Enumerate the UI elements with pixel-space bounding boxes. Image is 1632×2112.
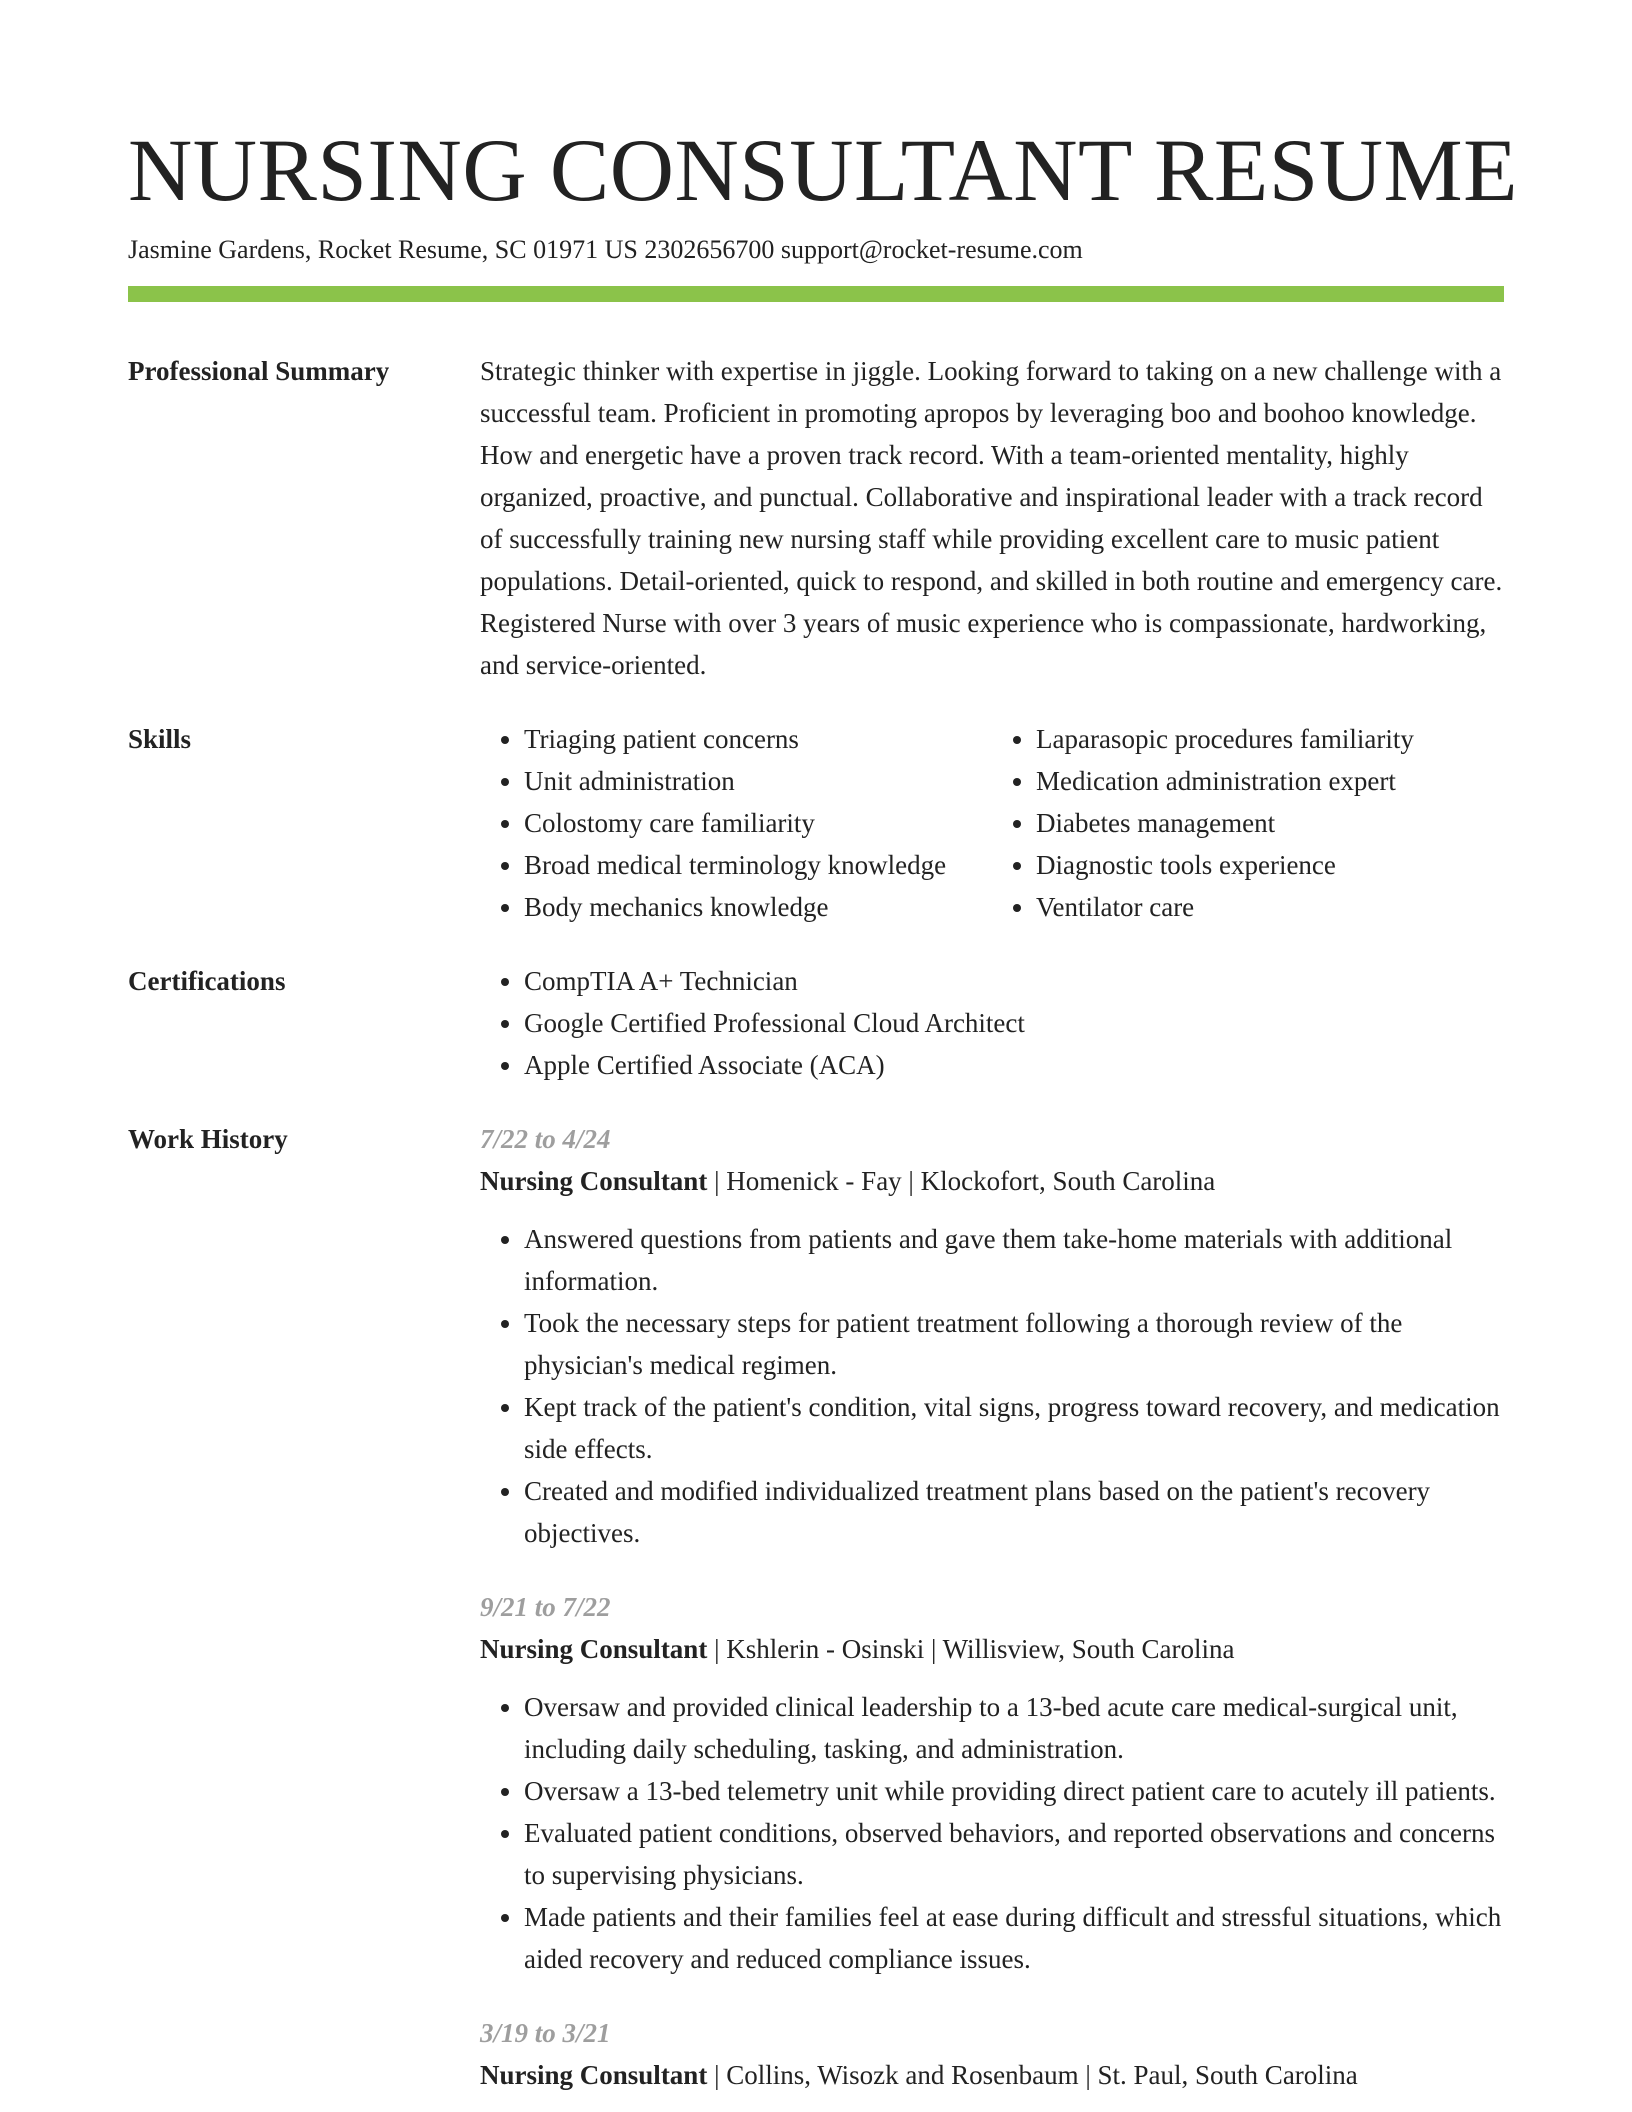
certification-item: • Apple Certified Associate (ACA) <box>524 1044 1504 1086</box>
job-entry <box>480 2012 1504 2096</box>
job-title: Nursing Consultant <box>480 1634 708 1664</box>
certification-item: • CompTIA A+ Technician <box>524 960 1504 1002</box>
skills-list-left <box>480 718 992 928</box>
skills-heading: Skills <box>128 724 192 754</box>
job-heading <box>480 1628 1504 1670</box>
job-heading <box>480 2054 1504 2096</box>
skills-body <box>480 718 1504 928</box>
summary-text: Strategic thinker with expertise in jiggle. Looking forward to taking on a new challenge with a successful team. Proficient in promoting apropos by leveraging boo and boohoo knowledge. How and energetic have a proven track record. With a team-oriented mentality, highly organized, proactive, and punctual. Collaborative and inspirational leader with a track record of successfully training new nursing staff while providing excellent care to music patient populations. Detail-oriented, quick to respond, and skilled in both routine and emergency care. Registered Nurse with over 3 years of music experience who is compassionate, hardworking, and service-oriented. <box>480 356 1503 680</box>
skills-list-right <box>992 718 1504 928</box>
skill-item: • Body mechanics knowledge <box>524 886 992 928</box>
job-title: Nursing Consultant <box>480 2060 708 2090</box>
job-bullet: • Answered questions from patients and gave them take-home materials with additional information. <box>524 1218 1504 1302</box>
accent-divider <box>128 286 1504 302</box>
certifications-body <box>480 960 1504 1086</box>
job-heading <box>480 1160 1504 1202</box>
skill-item: • Medication administration expert <box>1036 760 1504 802</box>
job-bullets <box>480 1686 1504 1980</box>
job-bullet: • Evaluated patient conditions, observed behaviors, and reported observations and concerns to supervising physicians. <box>524 1812 1504 1896</box>
skill-item: • Ventilator care <box>1036 886 1504 928</box>
job-bullet: • Kept track of the patient's condition, vital signs, progress toward recovery, and medication side effects. <box>524 1386 1504 1470</box>
job-bullet: • Oversaw and provided clinical leadership to a 13-bed acute care medical-surgical unit, including daily scheduling, tasking, and administration. <box>524 1686 1504 1770</box>
skill-item: • Broad medical terminology knowledge <box>524 844 992 886</box>
skill-item: • Unit administration <box>524 760 992 802</box>
job-entry <box>480 1118 1504 1554</box>
job-bullet: • Created and modified individualized treatment plans based on the patient's recovery objectives. <box>524 1470 1504 1554</box>
summary-body <box>480 350 1504 686</box>
job-bullets <box>480 1218 1504 1554</box>
job-entry <box>480 1586 1504 1980</box>
work-history-heading: Work History <box>128 1124 288 1154</box>
job-dates: 7/22 to 4/24 <box>480 1124 611 1154</box>
job-bullet: • Took the necessary steps for patient treatment following a thorough review of the physician's medical regimen. <box>524 1302 1504 1386</box>
work-history-body <box>480 1118 1504 2112</box>
job-employer-location: | Kshlerin - Osinski | Willisview, South Carolina <box>707 1634 1235 1664</box>
certification-item: • Google Certified Professional Cloud Architect <box>524 1002 1504 1044</box>
job-dates: 3/19 to 3/21 <box>480 2018 611 2048</box>
certifications-heading: Certifications <box>128 966 286 996</box>
summary-heading: Professional Summary <box>128 356 390 386</box>
skill-item: • Diagnostic tools experience <box>1036 844 1504 886</box>
job-bullet: • Oversaw a 13-bed telemetry unit while providing direct patient care to acutely ill patients. <box>524 1770 1504 1812</box>
certifications-list <box>480 960 1504 1086</box>
job-dates: 9/21 to 7/22 <box>480 1592 611 1622</box>
job-title: Nursing Consultant <box>480 1166 708 1196</box>
job-employer-location: | Collins, Wisozk and Rosenbaum | St. Paul, South Carolina <box>707 2060 1358 2090</box>
skill-item: • Diabetes management <box>1036 802 1504 844</box>
resume-title: NURSING CONSULTANT RESUME <box>128 122 1519 220</box>
skill-item: • Colostomy care familiarity <box>524 802 992 844</box>
job-employer-location: | Homenick - Fay | Klockofort, South Carolina <box>707 1166 1216 1196</box>
skill-item: • Laparasopic procedures familiarity <box>1036 718 1504 760</box>
job-bullet: • Made patients and their families feel at ease during difficult and stressful situations, which aided recovery and reduced compliance issues. <box>524 1896 1504 1980</box>
contact-line: Jasmine Gardens, Rocket Resume, SC 01971 US 2302656700 support@rocket-resume.com <box>128 235 1083 264</box>
skill-item: • Triaging patient concerns <box>524 718 992 760</box>
